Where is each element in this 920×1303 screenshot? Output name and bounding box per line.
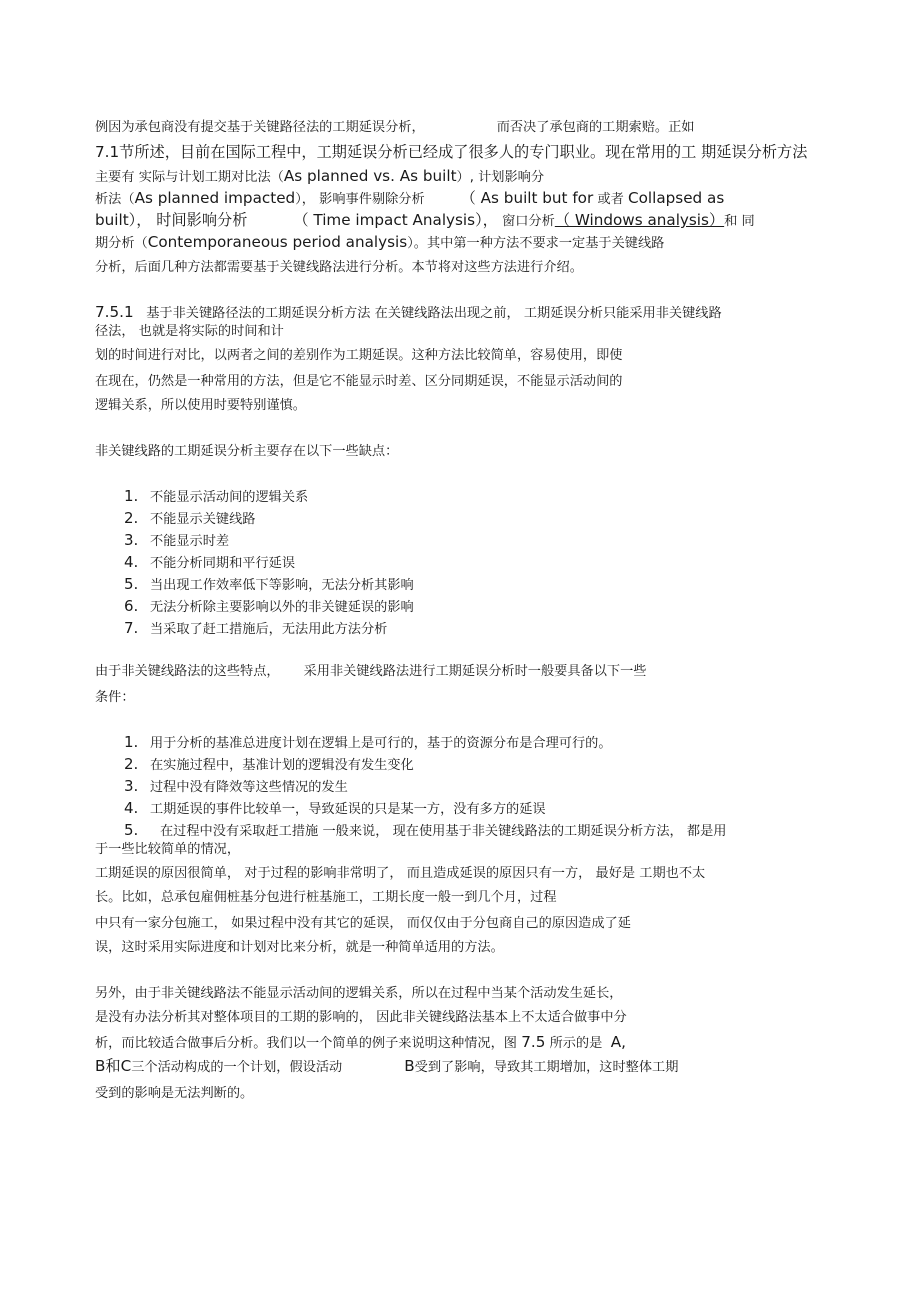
list-number: 3. xyxy=(124,777,139,795)
text: ）， 影响事件剔除分析 xyxy=(295,192,425,207)
list-number: 6. xyxy=(124,597,139,615)
p6-line-3 xyxy=(95,1032,626,1054)
list-text: 无法分析除主要影响以外的非关键延误的影响 xyxy=(150,600,414,615)
p5-line-3: 工期延误的原因很简单， 对于过程的影响非常明了， 而且造成延误的原因只有一方， 最好是 工期也不太 xyxy=(95,866,706,881)
text: 和 同 xyxy=(724,214,755,229)
list-text: 在实施过程中，基准计划的逻辑没有发生变化 xyxy=(150,758,414,773)
list-number: 1. xyxy=(124,733,139,751)
section-line-4: 在现在，仍然是一种常用的方法，但是它不能显示时差、区分同期延误，不能显示活动间的 xyxy=(95,374,623,389)
list-number: 7. xyxy=(124,619,139,637)
list-text: 不能分析同期和平行延误 xyxy=(150,556,296,571)
list-text: 工期延误的事件比较单一，导致延误的只是某一方，没有多方的延误 xyxy=(150,802,546,817)
p5-line-4: 长。比如，总承包雇佣桩基分包进行桩基施工，工期长度一般一到几个月，过程 xyxy=(95,890,557,905)
text: （ Time impact Analysis）， xyxy=(293,211,498,229)
text: 窗口分析 xyxy=(502,214,555,229)
list-text: 不能显示关键线路 xyxy=(150,512,256,527)
list-item xyxy=(124,776,348,798)
text: （ As built but for xyxy=(460,189,594,207)
list-number: 1. xyxy=(124,487,139,505)
p6-line-2: 是没有办法分析其对整体项目的工期的影响的， 因此非关键线路法基本上不太适合做事中分 xyxy=(95,1010,627,1025)
text: 析，而比较适合做事后分析。我们以一个简单的例子来说明这种情况，图 xyxy=(95,1036,517,1051)
p1-line-4 xyxy=(95,188,724,210)
p6-line-5: 受到的影响是无法判断的。 xyxy=(95,1086,254,1101)
list-item xyxy=(124,754,414,776)
list-item xyxy=(124,530,229,552)
list-text: 不能显示时差 xyxy=(150,534,230,549)
text: 而否决了承包商的工期索赔。正如 xyxy=(496,120,695,135)
list-item xyxy=(124,508,256,530)
list-number: 5. xyxy=(124,575,139,593)
p1-line-2: 7.1节所述，目前在国际工程中，工期延误分析已经成了很多人的专门职业。现在常用的工 期延误分析方法 xyxy=(95,143,808,161)
p5-line-6: 误，这时采用实际进度和计划对比来分析，就是一种简单适用的方法。 xyxy=(95,940,504,955)
text: 主要有 实际与计划工期对比法（ xyxy=(95,170,284,185)
p1-line-3 xyxy=(95,166,544,188)
list-text: 当出现工作效率低下等影响，无法分析其影响 xyxy=(150,578,414,593)
list-number: 2. xyxy=(124,755,139,773)
text: （ Windows analysis） xyxy=(554,211,725,229)
list-text: 当采取了赶工措施后，无法用此方法分析 xyxy=(150,622,388,637)
list-item xyxy=(124,486,308,508)
text: 7.5 xyxy=(521,1033,546,1051)
list-item xyxy=(124,596,414,618)
text: B和C xyxy=(95,1057,132,1075)
text: 受到了影响，导致其工期增加，这时整体工期 xyxy=(414,1060,679,1075)
text: ）, 计划影响分 xyxy=(456,170,545,185)
list-number: 2. xyxy=(124,509,139,527)
text: Collapsed as xyxy=(628,189,725,207)
list-number: 5. xyxy=(124,821,139,839)
text: 所示的是 xyxy=(549,1036,603,1051)
list-number: 3. xyxy=(124,531,139,549)
text: 在过程中没有采取赶工措施 一般来说， 现在使用基于非关键线路法的工期延误分析方法， 都是用 xyxy=(160,824,727,839)
section-line-5: 逻辑关系，所以使用时要特别谨慎。 xyxy=(95,398,306,413)
text: 或者 xyxy=(597,192,624,207)
text: A, xyxy=(610,1033,626,1051)
section-line-3: 划的时间进行对比，以两者之间的差别作为工期延误。这种方法比较简单，容易使用，即使 xyxy=(95,348,623,363)
list-number: 4. xyxy=(124,799,139,817)
text: 例因为承包商没有提交基于关键路径法的工期延误分析， xyxy=(95,120,425,135)
conditions-intro-line-2: 条件： xyxy=(95,690,135,705)
text: 三个活动构成的一个计划，假设活动 xyxy=(131,1060,343,1075)
p1-line-1 xyxy=(95,118,695,138)
text: 基于非关键路径法的工期延误分析方法 在关键线路法出现之前， 工期延误分析只能采用非关键线路 xyxy=(146,306,722,321)
list-text: 用于分析的基准总进度计划在逻辑上是可行的，基于的资源分布是合理可行的。 xyxy=(150,736,612,751)
shortcomings-intro: 非关键线路的工期延误分析主要存在以下一些缺点： xyxy=(95,444,399,459)
text: 采用非关键线路法进行工期延误分析时一般要具备以下一些 xyxy=(303,664,647,679)
text: Contemporaneous period analysis xyxy=(147,233,408,251)
list-item xyxy=(124,574,414,596)
text: 期分析（ xyxy=(95,236,148,251)
p5-line-5: 中只有一家分包施工， 如果过程中没有其它的延误， 而仅仅由于分包商自己的原因造成了延 xyxy=(95,916,631,931)
p5-line-2: 于一些比较简单的情况， xyxy=(95,842,241,857)
list-item xyxy=(124,552,295,574)
p1-line-7: 分析，后面几种方法都需要基于关键线路法进行分析。本节将对这些方法进行介绍。 xyxy=(95,260,583,275)
text: 由于非关键线路法的这些特点， xyxy=(95,664,280,679)
text: B xyxy=(404,1057,415,1075)
list-text: 不能显示活动间的逻辑关系 xyxy=(150,490,309,505)
list-item xyxy=(124,618,387,640)
list-item xyxy=(124,798,546,820)
p1-line-5 xyxy=(95,210,755,232)
list-text: 过程中没有降效等这些情况的发生 xyxy=(150,780,348,795)
conditions-intro-line-1 xyxy=(95,662,647,682)
text: 析法（ xyxy=(95,192,135,207)
p6-line-4 xyxy=(95,1056,678,1078)
list-item xyxy=(124,732,612,754)
text: As planned impacted xyxy=(134,189,296,207)
p5-line-1 xyxy=(124,820,726,842)
p6-line-1: 另外，由于非关键线路法不能显示活动间的逻辑关系，所以在过程中当某个活动发生延长， xyxy=(95,986,623,1001)
section-line-2: 径法， 也就是将实际的时间和计 xyxy=(95,324,284,339)
text: As planned vs. As built xyxy=(283,167,457,185)
text: built）， 时间影响分析 xyxy=(95,211,248,229)
list-number: 4. xyxy=(124,553,139,571)
text: ）。其中第一种方法不要求一定基于关键线路 xyxy=(407,236,665,251)
section-line-1 xyxy=(95,302,722,324)
p1-line-6 xyxy=(95,232,664,254)
section-number: 7.5.1 xyxy=(95,303,134,321)
